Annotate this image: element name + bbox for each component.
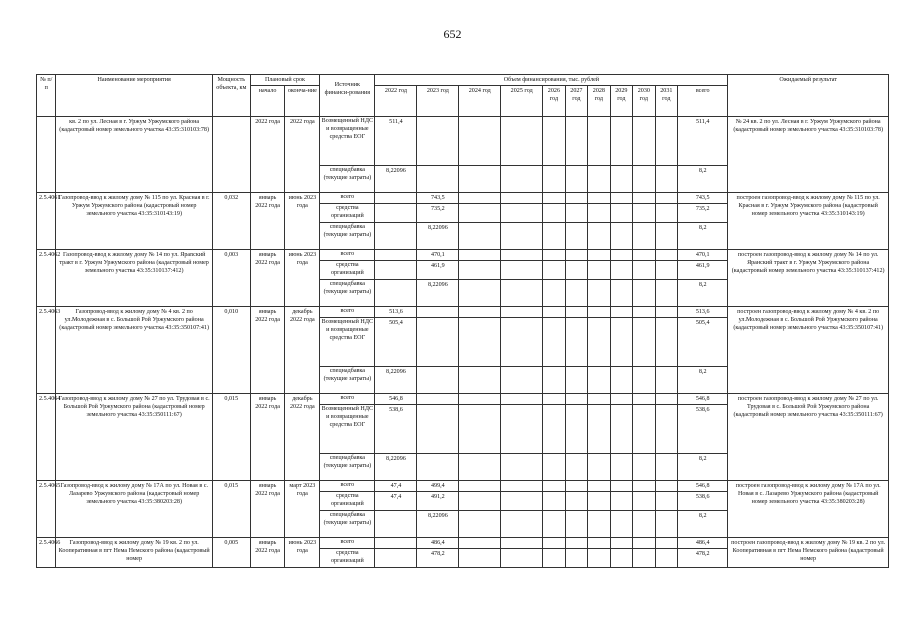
row-capacity: 0,010 [212,307,250,394]
row-capacity: 0,015 [212,394,250,481]
row-empty-year [565,394,587,405]
row-empty-year [459,367,501,394]
row-empty-year [501,481,543,492]
row-total: 486,4 [678,538,728,549]
row-empty-year [588,394,610,405]
row-source: средства организаций [320,492,375,511]
header-term: Плановый срок [250,75,320,86]
header-source: Источник финанси-рования [320,75,375,117]
row-name: Газопровод-ввод к жилому дому № 4 кв. 2 по ул.Молодежная в с. Большой Рой Уржумского района (кадастровый номер земельного участка 43:35:350107:41) [56,307,212,394]
header-result: Ожидаемый результат [728,75,889,117]
row-empty-year [655,250,677,261]
row-empty-year [565,261,587,280]
row-empty-year [501,250,543,261]
row-source: спецнадбавка (текущие затраты) [320,511,375,538]
row-capacity: 0,015 [212,481,250,538]
row-source: спецнадбавка (текущие затраты) [320,280,375,307]
row-empty-year [565,318,587,367]
row-capacity: 0,003 [212,250,250,307]
row-empty-year [565,454,587,481]
row-source: Возмещенный НДС и возвращенные средства ЕОГ [320,405,375,454]
row-2023: 743,5 [417,193,459,204]
row-total: 461,9 [678,261,728,280]
row-empty-year [459,250,501,261]
row-empty-year [588,166,610,193]
row-end: июнь 2023 года [285,538,320,568]
row-empty-year [655,454,677,481]
row-empty-year [633,405,655,454]
header-year: всего [678,86,728,117]
row-2022 [375,280,417,307]
row-empty-year [459,193,501,204]
row-name: кв. 2 по ул. Лесная в г. Уржум Уржумского района (кадастровый номер земельного участка 43:35:310103:78) [56,117,212,193]
header-term-end: оконча-ние [285,86,320,117]
row-empty-year [565,307,587,318]
row-empty-year [655,511,677,538]
row-empty-year [501,492,543,511]
row-result: построен газопровод-ввод к жилому дому № 4 кв. 2 по ул.Молодежная в с. Большой Рой Уржумского района (кадастровый номер земельного участка 43:35:350107:41) [728,307,889,394]
table-row [37,538,889,549]
row-2023 [417,454,459,481]
header-year: 2030 год [633,86,655,117]
row-2023: 8,22096 [417,511,459,538]
row-empty-year [633,204,655,223]
table-row [37,394,889,405]
row-empty-year [633,367,655,394]
row-empty-year [633,166,655,193]
row-2023: 486,4 [417,538,459,549]
header-term-start: начало [250,86,285,117]
row-empty-year [610,223,632,250]
row-total: 511,4 [678,117,728,166]
row-empty-year [501,166,543,193]
header-capacity: Мощность объекта, км [212,75,250,117]
row-empty-year [588,193,610,204]
row-empty-year [633,261,655,280]
row-empty-year [501,318,543,367]
header-year: 2029 год [610,86,632,117]
row-end: июнь 2023 года [285,193,320,250]
row-empty-year [588,307,610,318]
row-total: 470,1 [678,250,728,261]
row-empty-year [655,280,677,307]
header-volume: Объем финансирования, тыс. рублей [375,75,728,86]
row-empty-year [459,492,501,511]
header-year: 2025 год [501,86,543,117]
row-start: январь 2022 года [250,307,285,394]
row-2022 [375,193,417,204]
row-empty-year [588,549,610,568]
row-empty-year [655,307,677,318]
row-empty-year [501,261,543,280]
row-total: 8,2 [678,166,728,193]
row-empty-year [459,481,501,492]
row-empty-year [588,481,610,492]
row-total: 546,8 [678,394,728,405]
row-total: 505,4 [678,318,728,367]
row-empty-year [543,318,565,367]
table-row [37,193,889,204]
row-empty-year [588,261,610,280]
financing-table [36,74,889,568]
row-name: Газопровод-ввод к жилому дому № 115 по ул. Красная в г. Уржум Уржумского района (кадастровый номер земельного участка 43:35:310143:19) [56,193,212,250]
row-id: 2.5.4066 [37,538,56,568]
row-empty-year [565,367,587,394]
row-empty-year [543,280,565,307]
row-empty-year [588,538,610,549]
row-empty-year [543,511,565,538]
row-2023 [417,117,459,166]
header-year: 2027 год [565,86,587,117]
row-empty-year [610,454,632,481]
row-empty-year [633,318,655,367]
row-empty-year [543,250,565,261]
row-empty-year [543,405,565,454]
row-total: 538,6 [678,405,728,454]
row-2022: 47,4 [375,492,417,511]
row-2022 [375,223,417,250]
row-empty-year [655,166,677,193]
row-capacity: 0,005 [212,538,250,568]
row-end: март 2023 года [285,481,320,538]
row-empty-year [565,204,587,223]
header-year: 2031 год [655,86,677,117]
row-source: средства организаций [320,549,375,568]
row-empty-year [565,117,587,166]
row-empty-year [633,280,655,307]
row-2023: 8,22096 [417,223,459,250]
row-2022 [375,250,417,261]
row-result: построен газопровод-ввод к жилому дому № 17А по ул. Новая в с. Лазарево Уржумского района (кадастровый номер земельного участка 43:35:380203:28) [728,481,889,538]
row-total: 735,2 [678,204,728,223]
row-empty-year [655,481,677,492]
row-empty-year [610,166,632,193]
row-total: 538,6 [678,492,728,511]
row-end: декабрь 2022 года [285,307,320,394]
row-empty-year [610,492,632,511]
row-empty-year [633,549,655,568]
row-source: спецнадбавка (текущие затраты) [320,454,375,481]
row-empty-year [655,261,677,280]
row-source: спецнадбавка (текущие затраты) [320,223,375,250]
row-empty-year [565,223,587,250]
row-empty-year [610,193,632,204]
row-empty-year [610,280,632,307]
row-empty-year [501,307,543,318]
row-empty-year [459,223,501,250]
row-empty-year [610,549,632,568]
row-id: 2.5.4065 [37,481,56,538]
row-empty-year [633,492,655,511]
row-total: 8,2 [678,280,728,307]
row-2023 [417,318,459,367]
row-2022: 513,6 [375,307,417,318]
row-empty-year [501,394,543,405]
row-empty-year [501,405,543,454]
row-empty-year [655,193,677,204]
row-empty-year [610,367,632,394]
row-id: 2.5.4064 [37,394,56,481]
row-empty-year [459,261,501,280]
row-capacity [212,117,250,193]
row-source: спецнадбавка (текущие затраты) [320,367,375,394]
row-empty-year [459,166,501,193]
row-2022: 8,22096 [375,166,417,193]
row-empty-year [610,250,632,261]
row-empty-year [459,204,501,223]
row-empty-year [655,318,677,367]
row-empty-year [655,117,677,166]
row-empty-year [543,538,565,549]
row-empty-year [565,492,587,511]
table-row [37,307,889,318]
row-result: построен газопровод-ввод к жилому дому № 27 по ул. Трудовая в с. Большой Рой Уржумского района (кадастровый номер земельного участка 43:35:350111:67) [728,394,889,481]
row-empty-year [565,481,587,492]
row-empty-year [501,117,543,166]
row-empty-year [459,394,501,405]
row-empty-year [543,454,565,481]
row-empty-year [633,117,655,166]
row-source: средства организаций [320,261,375,280]
row-source: средства организаций [320,204,375,223]
row-source: Возмещенный НДС и возвращенные средства ЕОГ [320,318,375,367]
row-empty-year [501,511,543,538]
row-name: Газопровод-ввод к жилому дому № 14 по ул. Ярanский тракт в г. Уржум Уржумского района (кадастровый номер земельного участка 43:35:310137:412) [56,250,212,307]
row-empty-year [501,193,543,204]
row-empty-year [610,261,632,280]
row-empty-year [633,250,655,261]
row-empty-year [633,307,655,318]
row-empty-year [565,193,587,204]
row-start: январь 2022 года [250,481,285,538]
row-empty-year [633,481,655,492]
row-2022: 546,8 [375,394,417,405]
row-empty-year [610,538,632,549]
row-empty-year [543,307,565,318]
row-total: 743,5 [678,193,728,204]
row-empty-year [655,223,677,250]
row-2022 [375,511,417,538]
row-empty-year [633,193,655,204]
row-2022: 8,22096 [375,367,417,394]
row-id: 2.5.4061 [37,193,56,250]
row-2023: 491,2 [417,492,459,511]
row-empty-year [588,250,610,261]
row-end: июнь 2023 года [285,250,320,307]
row-empty-year [655,204,677,223]
row-2023: 470,1 [417,250,459,261]
row-2022: 8,22096 [375,454,417,481]
row-total: 8,2 [678,511,728,538]
header-num: № п/п [37,75,56,117]
row-empty-year [633,454,655,481]
row-empty-year [459,405,501,454]
row-total: 8,2 [678,223,728,250]
row-end: 2022 года [285,117,320,193]
row-id: 2.5.4062 [37,250,56,307]
table-row [37,117,889,166]
row-total: 8,2 [678,454,728,481]
row-empty-year [588,204,610,223]
row-source: всего [320,394,375,405]
row-empty-year [610,405,632,454]
row-source: всего [320,193,375,204]
row-total: 478,2 [678,549,728,568]
row-total: 546,8 [678,481,728,492]
row-name: Газопровод-ввод к жилому дому № 17А по ул. Новая в с. Лазарево Уржумского района (кадастровый номер земельного участка 43:35:380203:28) [56,481,212,538]
row-start: 2022 года [250,117,285,193]
row-empty-year [459,454,501,481]
row-empty-year [588,492,610,511]
row-source: всего [320,250,375,261]
header-name: Наименование мероприятия [56,75,212,117]
row-empty-year [588,405,610,454]
row-empty-year [655,367,677,394]
row-start: январь 2022 года [250,193,285,250]
row-capacity: 0,032 [212,193,250,250]
row-empty-year [543,166,565,193]
row-name: Газопровод-ввод к жилому дому № 27 по ул. Трудовая в с. Большой Рой Уржумского района (кадастровый номер земельного участка 43:35:350111:67) [56,394,212,481]
row-empty-year [459,318,501,367]
row-empty-year [565,250,587,261]
row-id [37,117,56,193]
row-empty-year [565,166,587,193]
row-empty-year [543,193,565,204]
row-2023: 461,9 [417,261,459,280]
row-empty-year [633,394,655,405]
row-empty-year [459,280,501,307]
row-empty-year [655,394,677,405]
row-empty-year [501,538,543,549]
row-empty-year [655,538,677,549]
row-empty-year [565,405,587,454]
row-2022 [375,549,417,568]
row-empty-year [633,511,655,538]
row-empty-year [459,549,501,568]
row-source: всего [320,307,375,318]
row-empty-year [459,307,501,318]
row-empty-year [565,280,587,307]
row-empty-year [588,454,610,481]
row-2023 [417,307,459,318]
table-row [37,250,889,261]
row-2023: 499,4 [417,481,459,492]
row-empty-year [501,367,543,394]
row-empty-year [543,481,565,492]
row-2022 [375,538,417,549]
row-empty-year [543,117,565,166]
row-empty-year [565,549,587,568]
row-empty-year [588,280,610,307]
row-empty-year [543,204,565,223]
row-empty-year [610,394,632,405]
row-2022: 47,4 [375,481,417,492]
row-result: № 24 кв. 2 по ул. Лесная в г. Уржум Уржумского района (кадастровый номер земельного участка 43:35:310103:78) [728,117,889,193]
row-empty-year [543,394,565,405]
row-empty-year [543,367,565,394]
row-total: 8,2 [678,367,728,394]
row-empty-year [610,318,632,367]
row-empty-year [501,549,543,568]
table-row [37,481,889,492]
row-2023 [417,367,459,394]
row-empty-year [610,511,632,538]
row-empty-year [459,511,501,538]
row-2023: 735,2 [417,204,459,223]
row-empty-year [565,511,587,538]
header-year: 2024 год [459,86,501,117]
row-empty-year [610,204,632,223]
row-2022: 505,4 [375,318,417,367]
row-empty-year [501,454,543,481]
row-source: спецнадбавка (текущие затраты) [320,166,375,193]
row-empty-year [610,307,632,318]
row-empty-year [459,117,501,166]
header-year: 2022 год [375,86,417,117]
row-empty-year [588,117,610,166]
row-total: 513,6 [678,307,728,318]
row-empty-year [655,492,677,511]
row-2023: 478,2 [417,549,459,568]
row-result: построен газопровод-ввод к жилому дому № 115 по ул. Красная в г. Уржум Уржумского района (кадастровый номер земельного участка 43:35:310143:19) [728,193,889,250]
header-year: 2026 год [543,86,565,117]
row-2023 [417,405,459,454]
row-empty-year [633,538,655,549]
row-source: всего [320,481,375,492]
row-empty-year [588,223,610,250]
row-2023: 8,22096 [417,280,459,307]
header-year: 2028 год [588,86,610,117]
row-empty-year [543,549,565,568]
row-empty-year [588,511,610,538]
row-source: всего [320,538,375,549]
row-empty-year [501,223,543,250]
row-2023 [417,166,459,193]
row-empty-year [543,492,565,511]
row-empty-year [633,223,655,250]
row-empty-year [655,405,677,454]
row-source: Возмещенный НДС и возвращенные средства ЕОГ [320,117,375,166]
row-2022 [375,204,417,223]
row-name: Газопровод-ввод к жилому дому № 19 кв. 2 по ул. Кооперативная в пгт Нема Немского района (кадастровый номер [56,538,212,568]
row-start: январь 2022 года [250,538,285,568]
row-empty-year [588,318,610,367]
row-empty-year [459,538,501,549]
row-empty-year [501,204,543,223]
row-result: построен газопровод-ввод к жилому дому № 19 кв. 2 по ул. Кооперативная в пгт Нема Немского района (кадастровый номер [728,538,889,568]
row-empty-year [610,117,632,166]
header-year: 2023 год [417,86,459,117]
row-start: январь 2022 года [250,394,285,481]
row-empty-year [565,538,587,549]
row-2023 [417,394,459,405]
row-2022: 538,6 [375,405,417,454]
row-result: построен газопровод-ввод к жилому дому № 14 по ул. Яранский тракт в г. Уржум Уржумского района (кадастровый номер земельного участка 43:35:310137:412) [728,250,889,307]
row-2022: 511,4 [375,117,417,166]
page-number: 652 [443,27,462,41]
row-start: январь 2022 года [250,250,285,307]
row-empty-year [588,367,610,394]
row-id: 2.5.4063 [37,307,56,394]
row-empty-year [543,223,565,250]
row-empty-year [543,261,565,280]
row-end: декабрь 2022 года [285,394,320,481]
row-empty-year [501,280,543,307]
row-2022 [375,261,417,280]
row-empty-year [610,481,632,492]
row-empty-year [655,549,677,568]
